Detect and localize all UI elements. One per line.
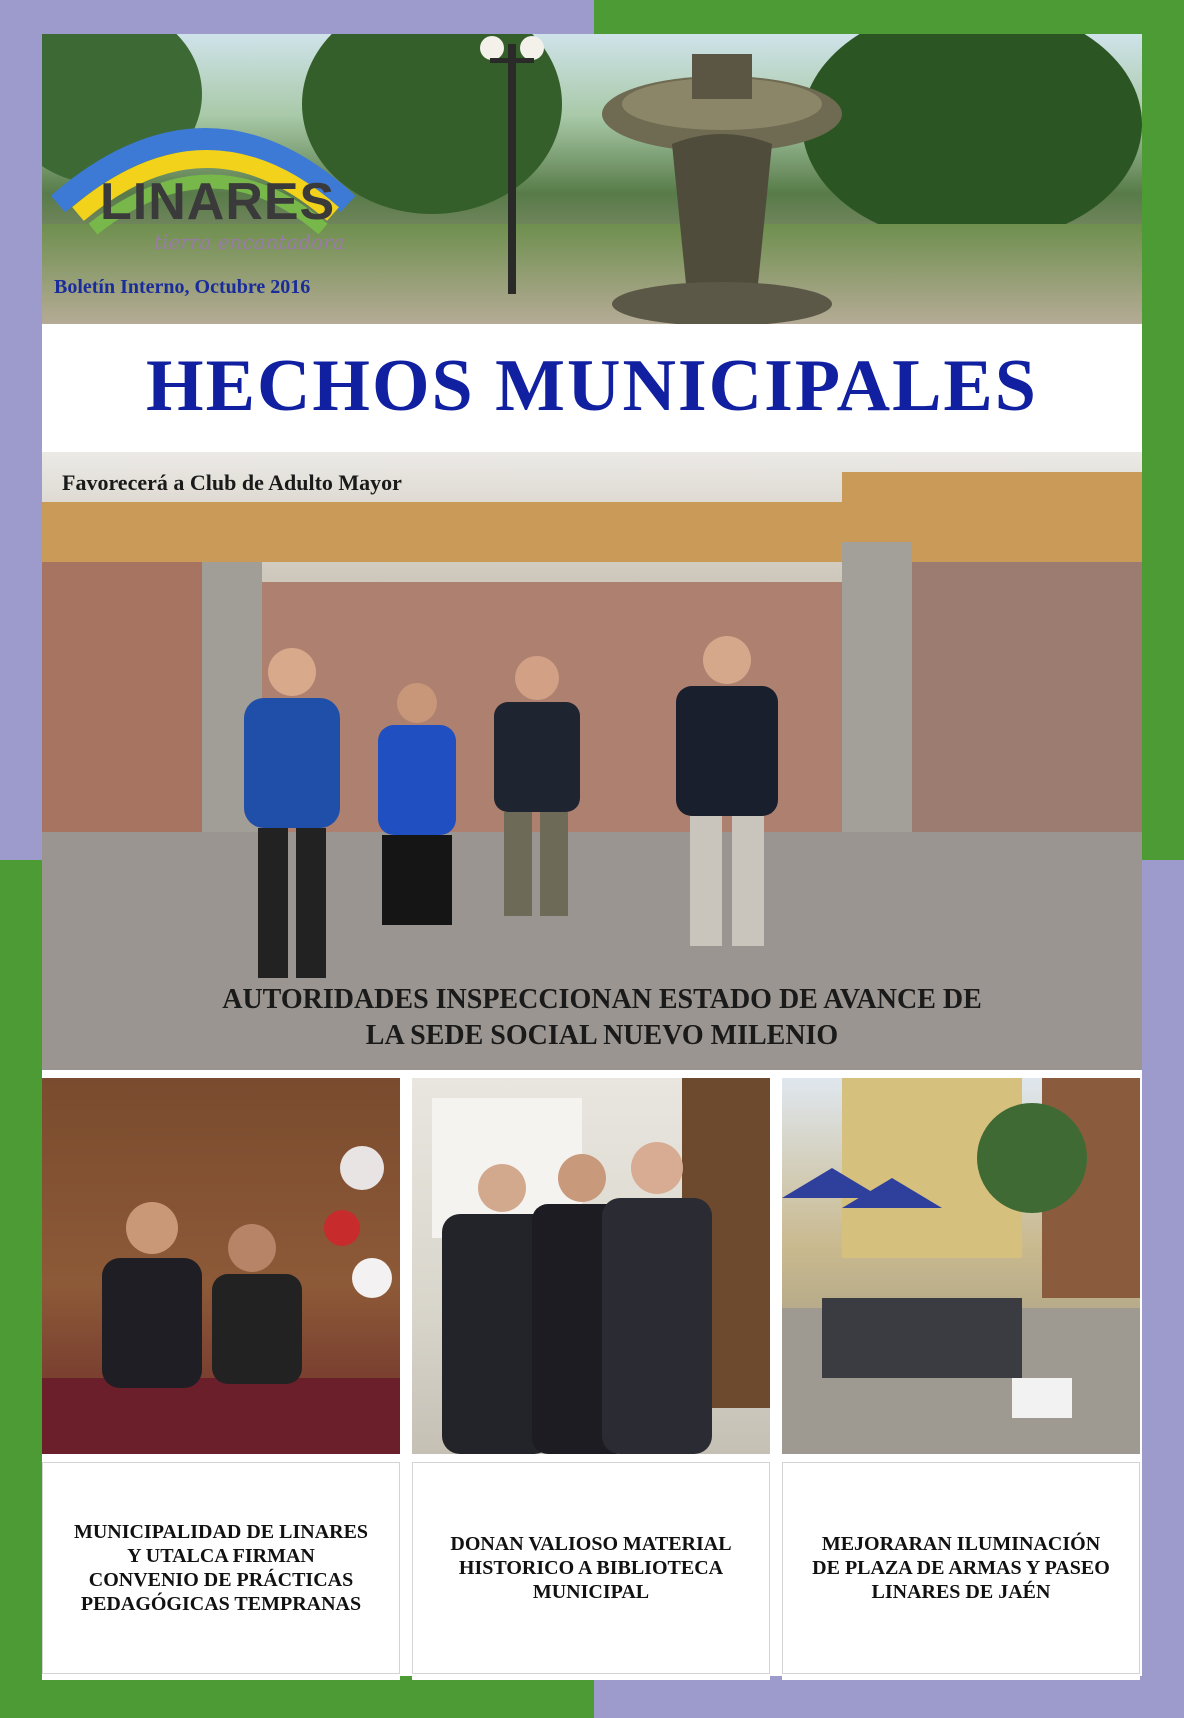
frame-top-right [594,0,1184,34]
person-figure [482,652,592,922]
caption-line: CONVENIO DE PRÁCTICAS [88,1569,354,1591]
frame-right-lower [1142,860,1184,1718]
story-photo [42,1078,400,1454]
main-story-kicker: Favorecerá a Club de Adulto Mayor [62,470,402,495]
headline-line: LA SEDE SOCIAL NUEVO MILENIO [365,1020,839,1051]
main-story-photo [42,452,1142,1070]
frame-left-upper [0,0,42,860]
logo-tagline: tierra encantadora [154,230,345,254]
story-card-convenio[interactable] [42,1078,400,1680]
headline-line: AUTORIDADES INSPECCIONAN ESTADO DE AVANCE DE [222,984,982,1015]
logo-title: LINARES [100,173,336,231]
page-title: HECHOS MUNICIPALES [146,345,1038,427]
wooden-formwork [842,472,1142,512]
story-caption [42,1462,400,1674]
header-photo [42,34,1142,324]
signing-scene [42,1078,400,1454]
story-photo [412,1078,770,1454]
plaza-event-scene [782,1078,1140,1454]
caption-line: DE PLAZA DE ARMAS Y PASEO [812,1557,1110,1579]
bulletin-date: Boletín Interno, Octubre 2016 [54,276,311,298]
frame-top-left [0,0,594,34]
person-figure [222,642,362,982]
fountain-image [582,34,862,324]
caption-line: HISTORICO A BIBLIOTECA [458,1557,724,1579]
concrete-column [842,542,912,862]
caption-line: DONAN VALIOSO MATERIAL [450,1533,732,1555]
handshake-scene [412,1078,770,1454]
main-story-headline [92,982,1112,1054]
frame-left-lower [0,860,42,1718]
story-caption [412,1462,770,1674]
caption-line: MUNICIPAL [532,1581,650,1603]
bulletin-page [42,34,1142,1676]
caption-line: MEJORARAN ILUMINACIÓN [821,1533,1101,1555]
caption-line: PEDAGÓGICAS TEMPRANAS [80,1593,362,1615]
frame-bottom-right [594,1676,1184,1718]
caption-line: LINARES DE JAÉN [871,1581,1051,1603]
story-caption [782,1462,1140,1674]
story-card-iluminacion[interactable] [782,1078,1140,1680]
frame-right-upper [1142,0,1184,860]
frame-bottom-left [0,1676,594,1718]
story-card-biblioteca[interactable] [412,1078,770,1680]
caption-line: MUNICIPALIDAD DE LINARES [73,1521,369,1543]
person-figure [662,632,792,952]
lamp-post-image [472,34,552,304]
caption-line: Y UTALCA FIRMAN [127,1545,315,1567]
person-figure [362,677,472,947]
story-photo [782,1078,1140,1454]
